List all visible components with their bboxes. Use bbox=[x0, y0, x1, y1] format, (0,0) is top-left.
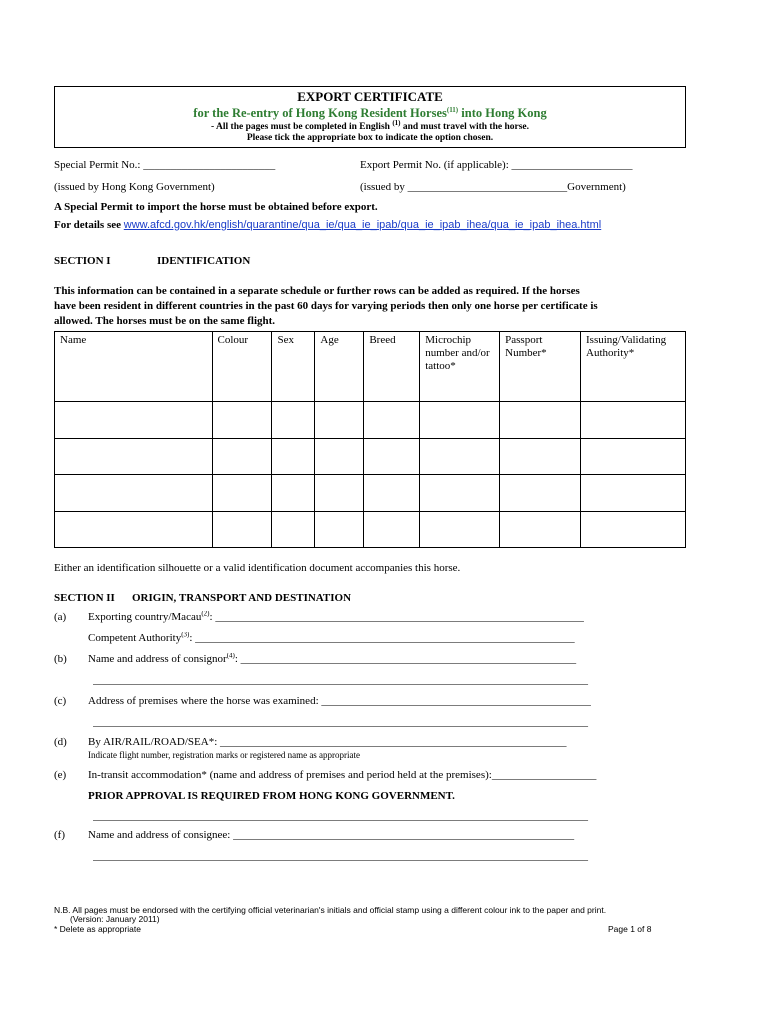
special-permit-notice: A Special Permit to import the horse must be obtained before export. bbox=[54, 201, 378, 213]
item-e-label: (e) bbox=[54, 769, 67, 781]
item-c-label: (c) bbox=[54, 695, 67, 707]
item-f-label: (f) bbox=[54, 829, 65, 841]
header-age: Age bbox=[315, 332, 364, 402]
header-breed: Breed bbox=[364, 332, 420, 402]
certificate-subtitle: for the Re-entry of Hong Kong Resident Horses$^{(11)}$ into Hong Kong bbox=[193, 105, 547, 120]
tick-instruction: Please tick the appropriate box to indicate the option chosen. bbox=[246, 133, 494, 143]
table-row[interactable] bbox=[55, 475, 686, 512]
header-microchip: Microchip number and/or tattoo* bbox=[420, 332, 500, 402]
table-header-row bbox=[55, 332, 686, 402]
in-transit-accommodation-field[interactable]: In-transit accommodation* (name and address of premises and period held at the premises):___________________ bbox=[88, 769, 597, 781]
prior-approval-notice: PRIOR APPROVAL IS REQUIRED FROM HONG KONG GOVERNMENT. bbox=[88, 790, 455, 802]
item-a-label: (a) bbox=[54, 611, 67, 623]
header-sex: Sex bbox=[272, 332, 315, 402]
section-2-title: ORIGIN, TRANSPORT AND DESTINATION bbox=[132, 592, 352, 604]
special-permit-field[interactable]: Special Permit No.: ________________________ bbox=[54, 159, 276, 171]
consignee-field-continued[interactable]: __________________________________________________________________________________________ bbox=[93, 850, 588, 862]
header-name: Name bbox=[55, 332, 213, 402]
issued-by-government-field[interactable]: (issued by _____________________________Government) bbox=[360, 181, 626, 193]
in-transit-field-continued[interactable]: __________________________________________________________________________________________ bbox=[93, 810, 588, 822]
exporting-country-field[interactable]: Exporting country/Macau$^{(2)}$: ___________________________________________________________________ bbox=[88, 611, 584, 623]
completion-instruction: - All the pages must be completed in English $^{(1)}$ and must travel with the horse. bbox=[211, 118, 529, 132]
section-1-number: SECTION I bbox=[54, 255, 111, 267]
version-note: (Version: January 2011) bbox=[70, 914, 160, 924]
premises-address-field[interactable]: Address of premises where the horse was examined: _________________________________________________ bbox=[88, 695, 591, 707]
premises-address-field-continued[interactable]: __________________________________________________________________________________________ bbox=[93, 716, 588, 728]
consignor-field[interactable]: Name and address of consignor$^{(4)}$: _____________________________________________________________ bbox=[88, 653, 577, 665]
transport-mode-field[interactable]: By AIR/RAIL/ROAD/SEA*: _______________________________________________________________ bbox=[88, 736, 567, 748]
silhouette-note: Either an identification silhouette or a valid identification document accompanies this horse. bbox=[54, 562, 461, 574]
consignor-field-continued[interactable]: __________________________________________________________________________________________ bbox=[93, 674, 588, 686]
header-authority: Issuing/Validating Authority* bbox=[581, 332, 686, 402]
item-d-label: (d) bbox=[54, 736, 67, 748]
issued-by-hk-label: (issued by Hong Kong Government) bbox=[54, 181, 215, 193]
item-b-label: (b) bbox=[54, 653, 67, 665]
identification-table bbox=[54, 331, 686, 548]
page-number: Page 1 of 8 bbox=[608, 924, 652, 934]
section-2-number: SECTION II bbox=[54, 592, 115, 604]
details-line: For details see www.afcd.gov.hk/english/quarantine/qua_ie/qua_ie_ipab/qua_ie_ipab_ihea/qua_ie_ipab_ihea.html bbox=[54, 219, 602, 231]
section-1-title: IDENTIFICATION bbox=[157, 255, 251, 267]
endorsement-note: N.B. All pages must be endorsed with the certifying official veterinarian's initials and official stamp using a different colour ink to the paper and print. bbox=[54, 905, 607, 915]
transport-mode-hint: Indicate flight number, registration marks or registered name as appropriate bbox=[88, 750, 361, 760]
consignee-field[interactable]: Name and address of consignee: ______________________________________________________________ bbox=[88, 829, 575, 841]
table-row[interactable] bbox=[55, 402, 686, 439]
header-passport: Passport Number* bbox=[500, 332, 581, 402]
delete-note: * Delete as appropriate bbox=[54, 924, 141, 934]
export-permit-field[interactable]: Export Permit No. (if applicable): ______________________ bbox=[360, 159, 633, 171]
table-row[interactable] bbox=[55, 511, 686, 548]
header-colour: Colour bbox=[212, 332, 272, 402]
afcd-link[interactable]: www.afcd.gov.hk/english/quarantine/qua_ie/qua_ie_ipab/qua_ie_ipab_ihea/qua_ie_ipab_ihea.html bbox=[123, 219, 602, 231]
certificate-title: EXPORT CERTIFICATE bbox=[297, 89, 443, 104]
competent-authority-field[interactable]: Competent Authority$^{(3)}$: _____________________________________________________________________ bbox=[88, 632, 575, 644]
title-box bbox=[54, 86, 686, 148]
section-1-instructions: This information can be contained in a separate schedule or further rows can be added as required. If the horses have been resident in different countries in the past 60 days for varying periods then only one horse per certificate is allowed. The horses must be on the same flight. bbox=[54, 285, 598, 327]
table-row[interactable] bbox=[55, 438, 686, 475]
